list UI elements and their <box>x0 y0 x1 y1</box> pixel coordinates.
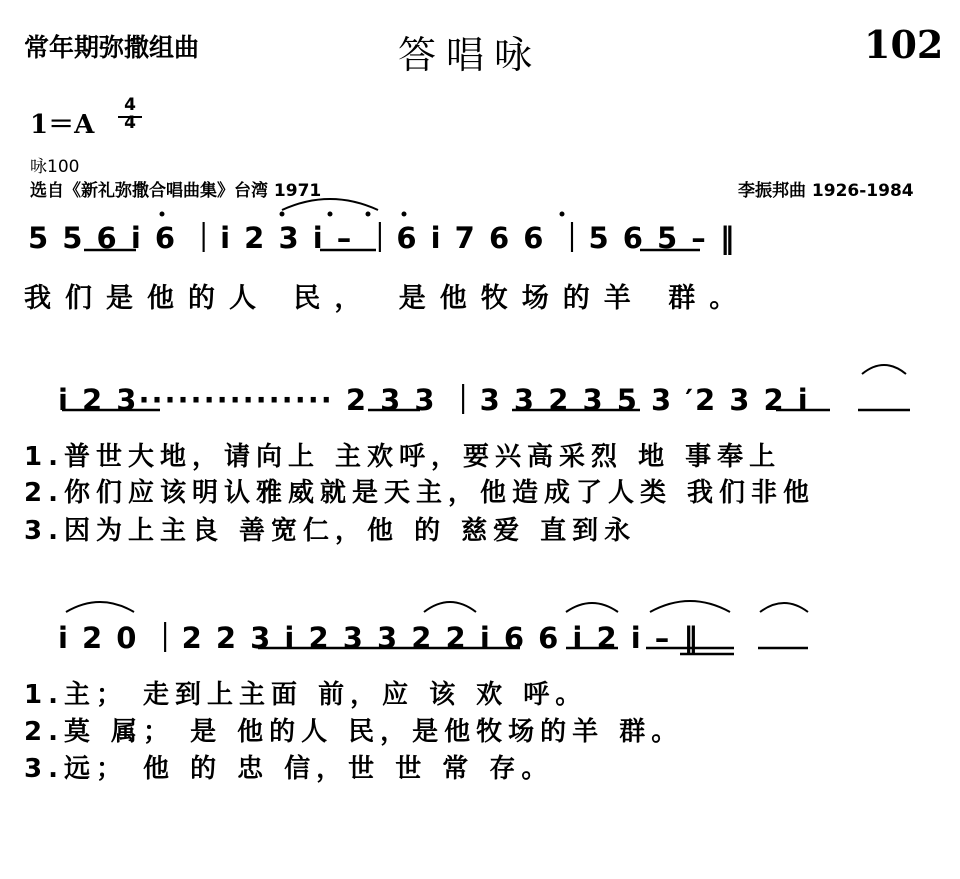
score-line-3-verse-2: 2.莫 属； 是 他的人 民，是他牧场的羊 群。 <box>24 717 684 747</box>
line-2-tie <box>862 365 906 374</box>
collection-title: 常年期弥撒组曲 <box>24 33 200 62</box>
key-signature: 1＝A <box>30 110 95 140</box>
line-3-beams <box>258 648 808 654</box>
score-line-3-verse-3: 3.远； 他 的 忠 信，世 世 常 存。 <box>24 754 554 784</box>
source-credit: 选自《新礼弥撒合唱曲集》台湾 1971 <box>30 181 322 201</box>
time-signature-bottom: 4 <box>124 113 136 133</box>
score-line-1-lyrics: 我们是他的人 民， 是他牧场的羊 群。 <box>24 283 751 314</box>
hymn-number: 咏100 <box>30 157 80 177</box>
composer-credit: 李振邦曲 1926-1984 <box>738 181 914 201</box>
score-line-2-verse-3: 3.因为上主良 善宽仁，他 的 慈爱 直到永 <box>24 516 637 546</box>
page-number: 102 <box>864 22 944 67</box>
score-line-2-verse-1: 1.普世大地，请向上 主欢呼，要兴高采烈 地 事奉上 <box>24 442 782 472</box>
line-3-ties <box>66 601 808 612</box>
line-1-tie <box>282 199 378 210</box>
time-signature-top: 4 <box>124 95 136 115</box>
line-1-octave-dots <box>160 212 565 217</box>
score-line-1-notes: 5 5 6 i 6 ｜i 2 3 i – ｜6 i 7 6 6 ｜5 6 5 – ‖ <box>28 221 737 255</box>
score-line-3-verse-1: 1.主； 走到上主面 前，应 该 欢 呼。 <box>24 680 588 710</box>
page-title: 答唱咏 <box>398 33 543 77</box>
score-line-2-notes: i 2 3··············· 2 3 3 ｜3 3 2 3 5 3 ′2 3 2 i <box>58 383 810 417</box>
score-line-2-verse-2: 2.你们应该明认雅威就是天主，他造成了人类 我们非他 <box>24 478 816 508</box>
score-line-3-notes: i 2 0 ｜2 2 3 i 2 3 3 2 2 i 6 6 i 2 i – ‖ <box>58 621 700 655</box>
